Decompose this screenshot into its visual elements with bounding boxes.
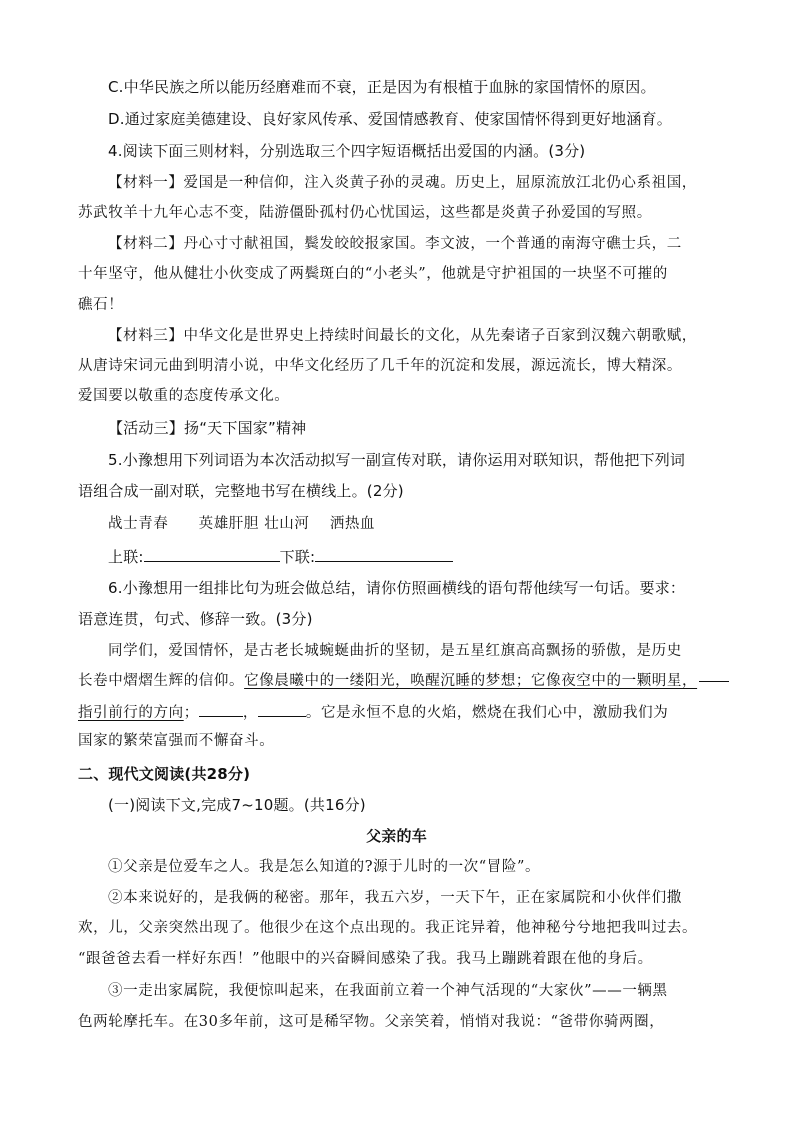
- option-c: C.中华民族之所以能历经磨难而不衰，正是因为有根植于血脉的家国情怀的原因。: [108, 78, 656, 96]
- activity-3-heading: 【活动三】扬“天下国家”精神: [108, 419, 307, 437]
- subsection-1-heading: (一)阅读下文,完成7~10题。(共16分): [108, 796, 366, 814]
- material-3-line-2: 从唐诗宋词元曲到明清小说，中华文化经历了几千年的沉淀和发展，源远流长，博大精深。: [78, 358, 682, 374]
- comma: ，: [242, 705, 258, 721]
- semicolon: ；: [183, 705, 199, 721]
- material-2-line-1: 【材料二】丹心寸寸献祖国，鬓发皎皎报家国。李文波，一个普通的南海守礁士兵，二: [108, 236, 682, 252]
- material-1-line-1: 【材料一】爱国是一种信仰，注入炎黄子孙的灵魂。历史上，屈原流放江北仍心系祖国，: [108, 175, 697, 191]
- underlined-example-1: 它像晨曦中的一缕阳光，唤醒沉睡的梦想；它像夜空中的一颗明星，: [244, 673, 698, 689]
- material-2-line-3: 礁石！: [78, 297, 124, 313]
- answer-blank-2[interactable]: [258, 701, 306, 717]
- paragraph-6-line-1: 同学们，爱国情怀，是古老长城蜿蜒曲折的坚韧，是五星红旗高高飘扬的骄傲，是历史: [108, 643, 682, 659]
- story-paragraph-2-line-2: 欢，儿，父亲突然出现了。他很少在这个点出现的。我正诧异着，他神秘兮兮地把我叫过去。: [78, 920, 698, 936]
- question-5-line-1: 5.小豫想用下列词语为本次活动拟写一副宣传对联，请你运用对联知识，帮他把下列词: [108, 451, 686, 469]
- material-3-line-1: 【材料三】中华文化是世界史上持续时间最长的文化，从先秦诸子百家到汉魏六朝歌赋，: [108, 328, 697, 344]
- paragraph-6-line-2-text: 长卷中熠熠生辉的信仰。: [78, 673, 245, 689]
- story-paragraph-2-line-3: “跟爸爸去看一样好东西！”他眼中的兴奋瞬间感染了我。我马上蹦跳着跟在他的身后。: [78, 951, 653, 967]
- upper-couplet-label: 上联:: [108, 548, 144, 566]
- story-paragraph-3-line-2: 色两轮摩托车。在30多年前，这可是稀罕物。父亲笑着，悄悄对我说：“爸带你骑两圈，: [78, 1014, 665, 1030]
- story-paragraph-3-line-1: ③一走出家属院，我便惊叫起来，在我面前立着一个神气活现的“大家伙”——一辆黑: [108, 983, 668, 999]
- question-5-line-2: 语组合成一副对联，完整地书写在横线上。(2分): [78, 482, 404, 500]
- paragraph-6-line-3: [78, 701, 718, 723]
- paragraph-6-line-3-text: 。它是永恒不息的火焰，燃烧在我们心中，激励我们为: [305, 705, 669, 721]
- paragraph-6-line-4: 国家的繁荣富强而不懈奋斗。: [78, 733, 275, 749]
- story-paragraph-2-line-1: ②本来说好的，是我俩的秘密。那年，我五六岁，一天下午，正在家属院和小伙伴们撒: [108, 890, 682, 906]
- story-title: 父亲的车: [366, 827, 427, 845]
- couplet-answer-line: [108, 546, 748, 567]
- option-d: D.通过家庭美德建设、良好家风传承、爱国情感教育、使家国情怀得到更好地涵育。: [108, 110, 672, 128]
- material-2-line-2: 十年坚守，他从健壮小伙变成了两鬓斑白的“小老头”，他就是守护祖国的一块坚不可摧的: [78, 266, 668, 282]
- paragraph-6-line-2: [78, 671, 718, 691]
- story-paragraph-1: ①父亲是位爱车之人。我是怎么知道的?源于儿时的一次“冒险”。: [108, 859, 541, 875]
- underline-extension: [699, 681, 729, 682]
- upper-couplet-blank[interactable]: [144, 546, 280, 562]
- question-4: 4.阅读下面三则材料，分别选取三个四字短语概括出爱国的内涵。(3分): [108, 142, 586, 160]
- material-1-line-2: 苏武牧羊十九年心志不变，陆游僵卧孤村仍心忧国运，这些都是炎黄子孙爱国的写照。: [78, 205, 652, 221]
- question-6-line-2: 语意连贯，句式、修辞一致。(3分): [78, 610, 313, 628]
- question-6-line-1: 6.小豫想用一组排比句为班会做总结，请你仿照画横线的语句帮他续写一句话。要求：: [108, 579, 686, 597]
- lower-couplet-label: 下联:: [279, 548, 316, 566]
- material-3-line-3: 爱国要以敬重的态度传承文化。: [78, 388, 290, 404]
- couplet-words: 战士青春 英雄肝胆 壮山河 洒热血: [108, 516, 376, 532]
- answer-blank-1[interactable]: [199, 701, 243, 717]
- lower-couplet-blank[interactable]: [315, 546, 453, 562]
- section-2-heading: 二、现代文阅读(共28分): [78, 765, 251, 783]
- underlined-example-2: 指引前行的方向: [78, 705, 184, 721]
